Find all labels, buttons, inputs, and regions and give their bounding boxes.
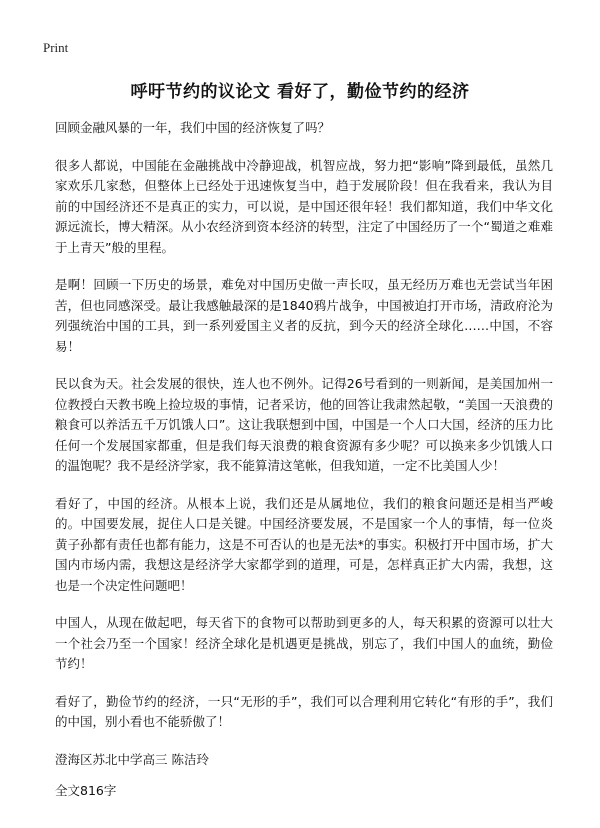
- article-title: 呼吁节约的议论文 看好了，勤俭节约的经济: [130, 82, 470, 102]
- article-paragraph: 很多人都说，中国能在金融挑战中冷静迎战，机智应战，努力把“影响”降到最低，虽然几家欢乐几家愁，但整体上已经处于迅速恢复当中，趋于发展阶段！但在我看来，我认为目前的中国经济还不是真正的实力，可以说，是中国还很年轻！我们都知道，我们中华文化源远流长，博大精深。从小农经济到资本经济的转型，注定了中国经历了一个“蜀道之难难于上青天”般的里程。: [55, 157, 553, 255]
- article-author: 澄海区苏北中学高三 陈洁玲: [55, 751, 209, 767]
- article-paragraph: 民以食为天。社会发展的很快，连人也不例外。记得26号看到的一则新闻，是美国加州一位教授白天教书晚上捡垃圾的事情，记者采访，他的回答让我肃然起敬，“美国一天浪费的粮食可以养活五千万饥饿人口”。这让我联想到中国，中国是一个人口大国，经济的压力比任何一个发展国家都重，但是我们每天浪费的粮食资源有多少呢？可以换来多少饥饿人口的温饱呢？我不是经济学家，我不能算清这笔帐，但我知道，一定不比美国人少！: [55, 376, 553, 473]
- article-paragraph: 看好了，勤俭节约的经济，一只“无形的手”，我们可以合理利用它转化“有形的手”，我们的中国，别小看也不能骄傲了！: [55, 693, 553, 729]
- print-link[interactable]: Print: [43, 40, 69, 55]
- article-body: [55, 118, 553, 812]
- article-paragraph: 看好了，中国的经济。从根本上说，我们还是从属地位，我们的粮食问题还是相当严峻的。中国要发展，捉住人口是关键。中国经济要发展，不是国家一个人的事情，每一位炎黄子孙都有责任也都有能力，这是不可否认的也是无法*的事实。积极打开中国市场，扩大国内市场内需，我想这是经济学大家都学到的道理，可是，怎样真正扩大内需，我想，这也是一个决定性问题吧！: [55, 495, 553, 593]
- article-paragraph: 回顾金融风暴的一年，我们中国的经济恢复了吗？: [55, 120, 331, 135]
- article-paragraph: 中国人，从现在做起吧，每天省下的食物可以帮助到更多的人，每天积累的资源可以壮大一个社会乃至一个国家！经济全球化是机遇更是挑战，别忘了，我们中国人的血统，勤俭节约！: [55, 615, 553, 671]
- article-paragraph: 是啊！回顾一下历史的场景，难免对中国历史做一声长叹，虽无经历万难也无尝试当年困苦，但也同感深受。最让我感触最深的是1840鸦片战争，中国被迫打开市场，清政府沦为列强统治中国的工具，到一系列爱国主义者的反抗，到今天的经济全球化……中国，不容易！: [55, 277, 553, 354]
- article-word-count: 全文816字: [55, 782, 117, 798]
